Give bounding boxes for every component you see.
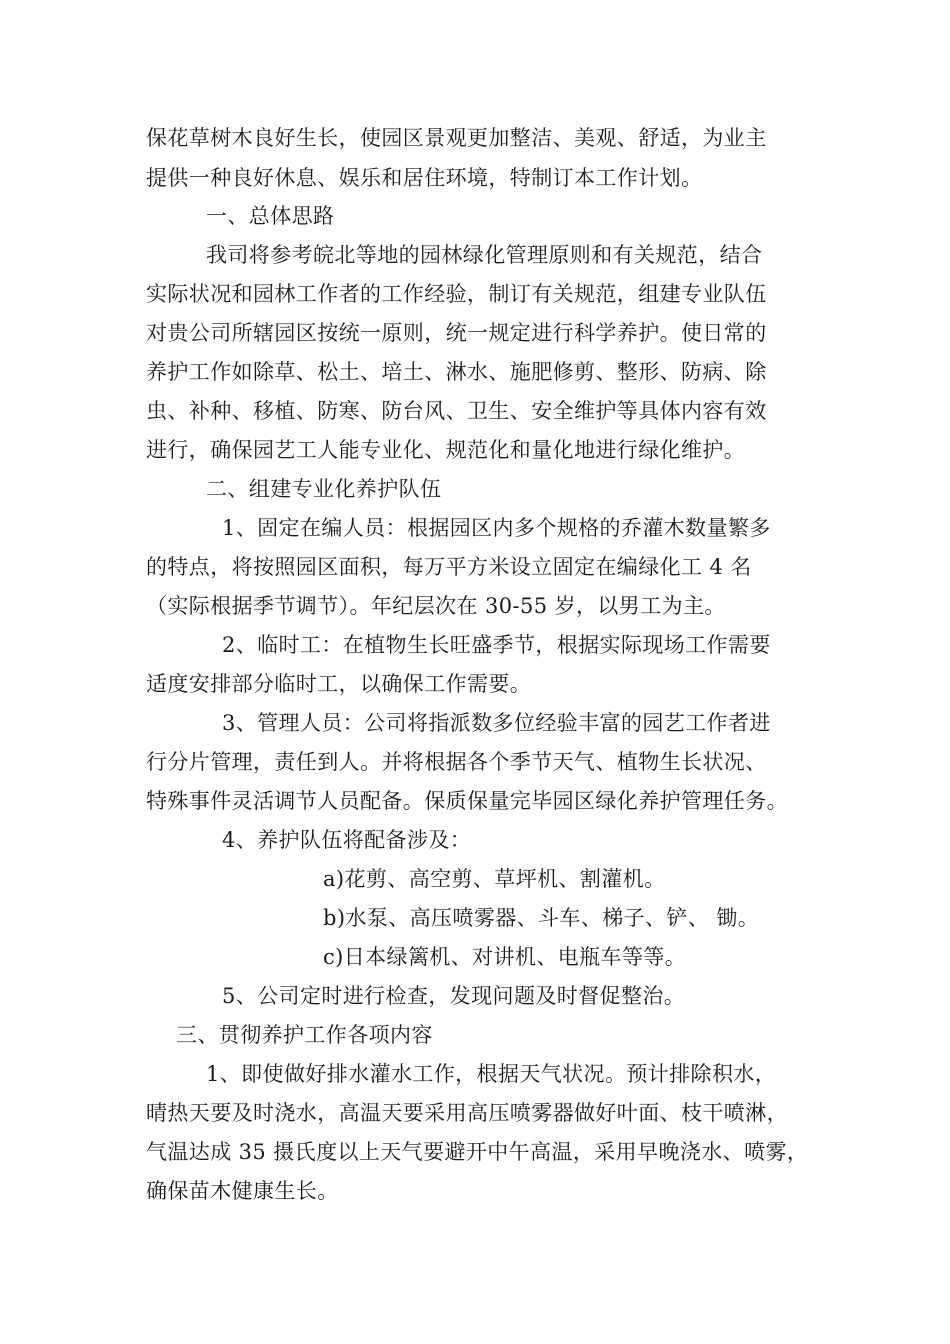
section-heading: 三、贯彻养护工作各项内容 [176,1023,433,1047]
paragraph-line: 1、即使做好排水灌水工作，根据天气状况。预计排除积水， [206,1062,777,1086]
paragraph-line: （实际根据季节调节）。年纪层次在 30-55 岁，以男工为主。 [146,594,726,618]
paragraph-line: 2、临时工：在植物生长旺盛季节，根据实际现场工作需要 [222,633,771,657]
paragraph-line: 3、管理人员：公司将指派数多位经验丰富的园艺工作者进 [222,711,771,735]
paragraph-line: 特殊事件灵活调节人员配备。保质保量完毕园区绿化养护管理任务。 [146,789,788,813]
section-heading: 一、总体思路 [206,204,335,228]
paragraph-line: 4、养护队伍将配备涉及： [222,828,472,852]
paragraph-line: 虫、补种、移植、防寒、防台风、卫生、安全维护等具体内容有效 [146,399,767,423]
paragraph-line: 1、固定在编人员：根据园区内多个规格的乔灌木数量繁多 [222,516,771,540]
paragraph-line: 的特点，将按照园区面积，每万平方米设立固定在编绿化工 4 名 [146,555,752,579]
paragraph-line: 5、公司定时进行检查，发现问题及时督促整治。 [222,984,686,1008]
paragraph-line: 适度安排部分临时工，以确保工作需要。 [146,672,532,696]
paragraph-line: 进行，确保园艺工人能专业化、规范化和量化地进行绿化维护。 [146,438,746,462]
paragraph-line: 实际状况和园林工作者的工作经验，制订有关规范，组建专业队伍 [146,282,767,306]
paragraph-line: 对贵公司所辖园区按统一原则，统一规定进行科学养护。使日常的 [146,321,767,345]
paragraph-line: 晴热天要及时浇水，高温天要采用高压喷雾器做好叶面、枝干喷淋， [146,1101,788,1125]
paragraph-line: 养护工作如除草、松土、培土、淋水、施肥修剪、整形、防病、除 [146,360,767,384]
paragraph-line: 保花草树木良好生长，使园区景观更加整洁、美观、舒适，为业主 [146,126,767,150]
list-item: c)日本绿篱机、对讲机、电瓶车等等。 [323,945,687,969]
paragraph-line: 气温达成 35 摄氏度以上天气要避开中午高温，采用早晚浇水、喷雾， [146,1140,809,1164]
paragraph-line: 我司将参考皖北等地的园林绿化管理原则和有关规范，结合 [206,243,763,267]
paragraph-line: 行分片管理，责任到人。并将根据各个季节天气、植物生长状况、 [146,750,767,774]
section-heading: 二、组建专业化养护队伍 [206,477,442,501]
list-item: a)花剪、高空剪、草坪机、割灌机。 [323,867,666,891]
paragraph-line: 确保苗木健康生长。 [146,1179,339,1203]
list-item: b)水泵、高压喷雾器、斗车、梯子、铲、 锄。 [323,906,760,930]
paragraph-line: 提供一种良好休息、娱乐和居住环境，特制订本工作计划。 [146,166,703,190]
